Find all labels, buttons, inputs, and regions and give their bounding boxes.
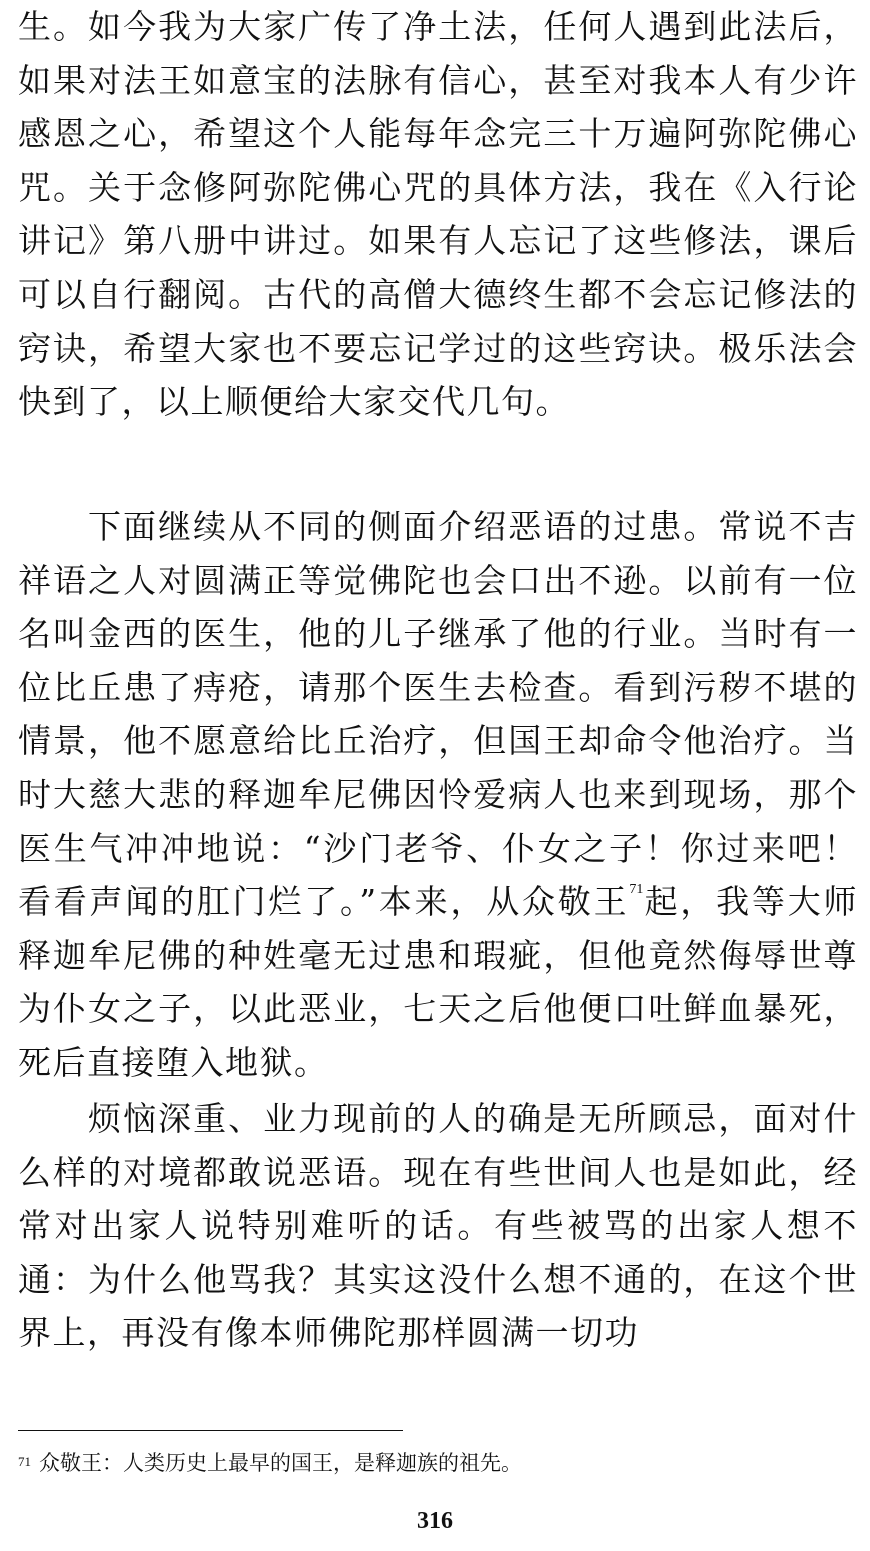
paragraph-harsh-speech bbox=[18, 500, 858, 1090]
footnote-reference[interactable]: 71 bbox=[629, 882, 644, 898]
footnote-divider bbox=[18, 1430, 403, 1431]
paragraph-afflictions bbox=[18, 1092, 858, 1360]
footnote bbox=[18, 1449, 858, 1477]
page-number: 316 bbox=[417, 1508, 453, 1534]
paragraph-continued bbox=[18, 0, 858, 429]
paragraph-text-before-note: 下面继续从不同的侧面介绍恶语的过患。常说不吉祥语之人对圆满正等觉佛陀也会口出不逊。以前有一位名叫金西的医生，他的儿子继承了他的行业。当时有一位比丘患了痔疮，请那个医生去检查。看到污秽不堪的情景，他不愿意给比丘治疗，但国王却命令他治疗。当时大慈大悲的释迦牟尼佛因怜爱病人也来到现场，那个医生气冲冲地说：“沙门老爷、仆女之子！你过来吧！看看声闻的肛门烂了。”本来，从众敬王 bbox=[18, 507, 858, 922]
footnote-number: 71 bbox=[18, 1454, 31, 1469]
paragraph-text-after-note: 起，我等大师释迦牟尼佛的种姓毫无过患和瑕疵，但他竟然侮辱世尊为仆女之子，以此恶业，七天之后他便口吐鲜血暴死，死后直接堕入地狱。 bbox=[18, 882, 859, 1082]
footnote-text: 众敬王：人类历史上最早的国王，是释迦族的祖先。 bbox=[39, 1451, 522, 1475]
paragraph-text: 烦恼深重、业力现前的人的确是无所顾忌，面对什么样的对境都敢说恶语。现在有些世间人也是如此，经常对出家人说特别难听的话。有些被骂的出家人想不通：为什么他骂我？其实这没什么想不通的，在这个世界上，再没有像本师佛陀那样圆满一切功 bbox=[18, 1099, 858, 1353]
paragraph-text: 生。如今我为大家广传了净土法，任何人遇到此法后，如果对法王如意宝的法脉有信心，甚至对我本人有少许感恩之心，希望这个人能每年念完三十万遍阿弥陀佛心咒。关于念修阿弥陀佛心咒的具体方法，我在《入行论讲记》第八册中讲过。如果有人忘记了这些修法，课后可以自行翻阅。古代的高僧大德终生都不会忘记修法的窍诀，希望大家也不要忘记学过的这些窍诀。极乐法会快到了，以上顺便给大家交代几句。 bbox=[18, 7, 858, 422]
